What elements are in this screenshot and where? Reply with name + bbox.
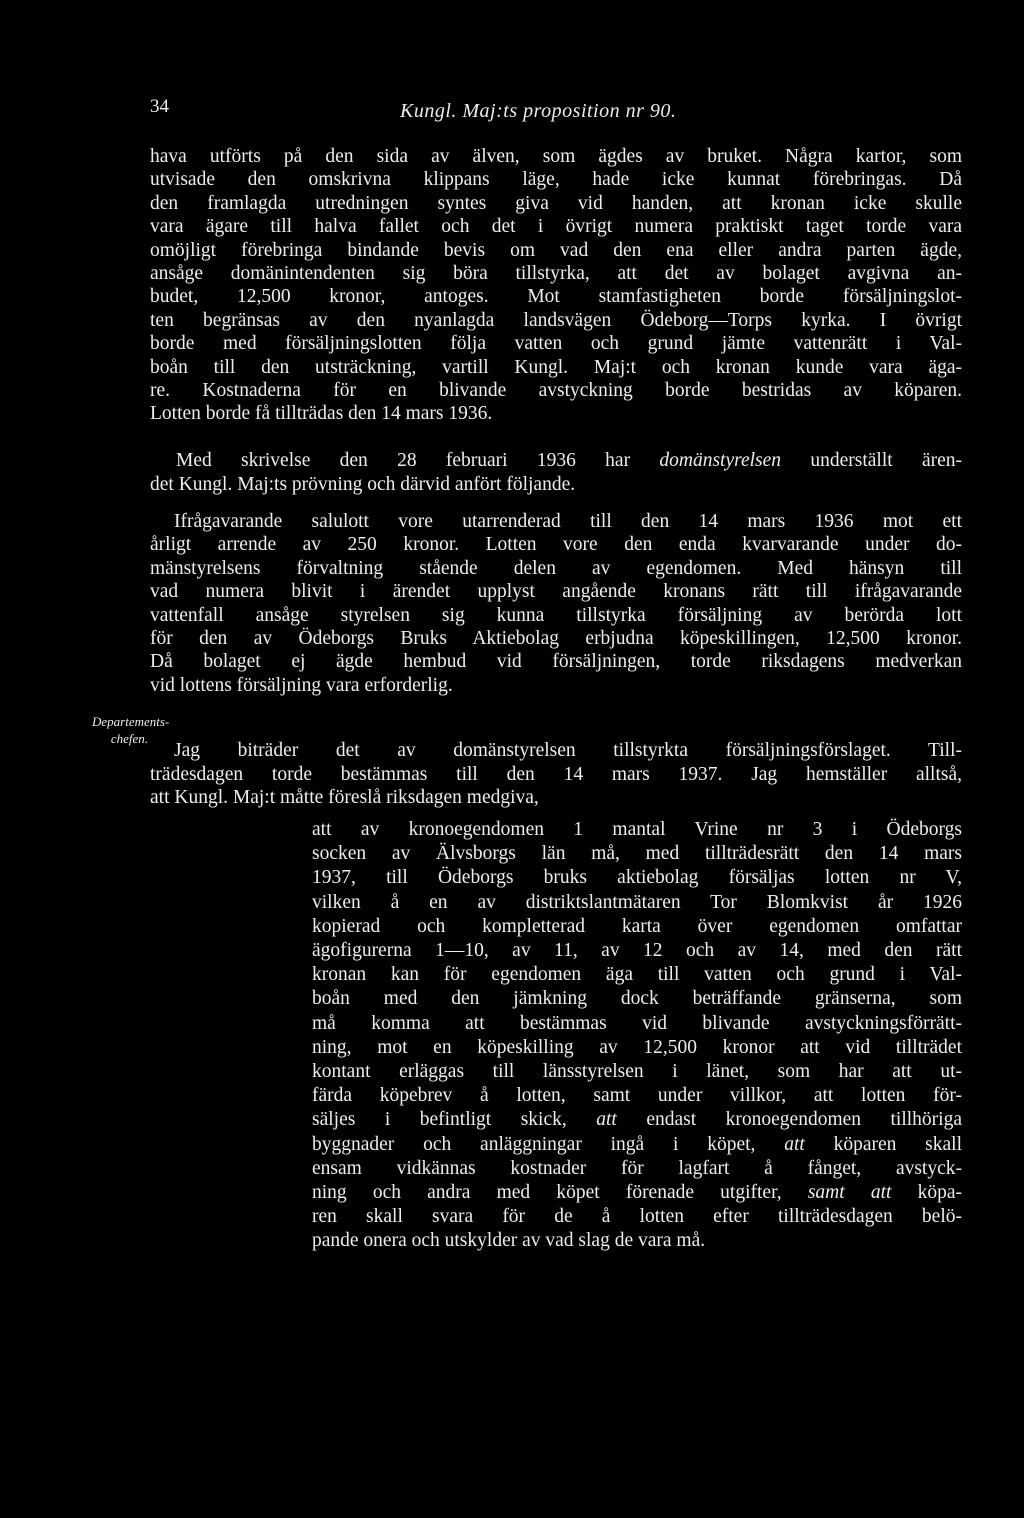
- text-line: ren skall svara för de å lotten efter tillträdesdagen belö-: [312, 1206, 962, 1228]
- text-line: mänstyrelsens förvaltning stående delen av egendomen. Med hänsyn till: [150, 557, 962, 579]
- text-line: boån med den jämkning dock beträffande gränserna, som: [312, 988, 962, 1010]
- text-line: kontant erläggas till länsstyrelsen i länet, som har att ut-: [312, 1061, 962, 1083]
- paragraph-skrivelse: [150, 449, 962, 496]
- text-line: Jag biträder det av domänstyrelsen tillstyrkta försäljningsförslaget. Till-: [174, 740, 962, 761]
- text-line: vid lottens försäljning vara erforderlig.: [150, 674, 453, 696]
- text-line: hava utförts på den sida av älven, som ägdes av bruket. Några kartor, som: [150, 146, 962, 167]
- text-line: ansåge domänintendenten sig böra tillstyrka, att det av bolaget avgivna an-: [150, 263, 962, 285]
- text-line: boån till den utsträckning, vartill Kungl. Maj:t och kronan kunde vara äga-: [150, 356, 962, 378]
- paragraph-salulott: [150, 510, 962, 697]
- text-line: vattenfall ansåge styrelsen sig kunna tillstyrka försäljning av berörda lott: [150, 604, 962, 626]
- page-number: 34: [150, 96, 169, 117]
- text-line: ten begränsas av den nyanlagda landsvägen Ödeborg—Torps kyrka. I övrigt: [150, 309, 962, 331]
- text-line: ning, mot en köpeskilling av 12,500 kronor att vid tillträdet: [312, 1036, 962, 1058]
- text-line: ning och andra med köpet förenade utgifter, samt att köpa-: [312, 1182, 962, 1204]
- text-line: 1937, till Ödeborgs bruks aktiebolag försäljas lotten nr V,: [312, 867, 962, 889]
- text-line: omöjligt förebringa bindande bevis om vad den ena eller andra parten ägde,: [150, 239, 962, 261]
- text-line: borde med försäljningslotten följa vatten och grund jämte vattenrätt i Val-: [150, 333, 962, 355]
- text-line: Då bolaget ej ägde hembud vid försäljningen, torde riksdagens medverkan: [150, 651, 962, 673]
- text-line: att Kungl. Maj:t måtte föreslå riksdagen medgiva,: [150, 787, 539, 808]
- margin-note-departementschefen: Departements- chefen.: [92, 714, 170, 746]
- text-line: byggnader och anläggningar ingå i köpet, att köparen skall: [312, 1133, 962, 1155]
- text-line: utvisade den omskrivna klippans läge, hade icke kunnat förebringas. Då: [150, 169, 962, 191]
- text-line: färda köpebrev å lotten, samt under villkor, att lotten för-: [312, 1085, 962, 1107]
- text-line: budet, 12,500 kronor, antoges. Mot stamfastigheten borde försäljningslot-: [150, 286, 962, 308]
- text-line: trädesdagen torde bestämmas till den 14 mars 1937. Jag hemställer alltså,: [150, 763, 962, 785]
- text-line: Med skrivelse den 28 februari 1936 har domänstyrelsen underställt ären-: [176, 450, 962, 471]
- running-title: Kungl. Maj:ts proposition nr 90.: [400, 100, 677, 122]
- text-line: må komma att bestämmas vid blivande avstyckningsförrätt-: [312, 1012, 962, 1034]
- text-line: Lotten borde få tillträdas den 14 mars 1936.: [150, 403, 493, 425]
- text-line: kronan kan för egendomen äga till vatten och grund i Val-: [312, 964, 962, 986]
- text-line: den framlagda utredningen syntes giva vid handen, att kronan icke skulle: [150, 192, 962, 214]
- text-line: pande onera och utskylder av vad slag de vara må.: [312, 1230, 706, 1252]
- text-line: ägofigurerna 1—10, av 11, av 12 och av 14, med den rätt: [312, 940, 962, 962]
- text-line: ensam vidkännas kostnader för lagfart å fånget, avstyck-: [312, 1157, 962, 1179]
- text-line: vad numera blivit i ärendet upplyst angående kronans rätt till ifrågavarande: [150, 581, 962, 603]
- text-line: socken av Älvsborgs län må, med tillträdesrätt den 14 mars: [312, 843, 962, 865]
- italic-domanstyrelsen: domänstyrelsen: [659, 450, 782, 471]
- text-line: att av kronoegendomen 1 mantal Vrine nr 3 i Ödeborgs: [312, 819, 962, 840]
- text-line: för den av Ödeborgs Bruks Aktiebolag erbjudna köpeskillingen, 12,500 kronor.: [150, 628, 962, 650]
- text-line: vilken å en av distriktslantmätaren Tor Blomkvist år 1926: [312, 891, 962, 913]
- paragraph-departementschefen: [150, 739, 962, 810]
- paragraph-proposal: [312, 818, 962, 1254]
- text-line: årligt arrende av 250 kronor. Lotten vore den enda kvarvarande under do-: [150, 534, 962, 556]
- text-line: det Kungl. Maj:ts prövning och därvid anfört följande.: [150, 473, 576, 495]
- text-line: kopierad och kompletterad karta över egendomen omfattar: [312, 915, 962, 937]
- text-line: Ifrågavarande salulott vore utarrenderad till den 14 mars 1936 mot ett: [174, 511, 962, 532]
- text-line: vara ägare till halva fallet och det i övrigt numera praktiskt taget torde vara: [150, 216, 962, 238]
- text-line: säljes i befintligt skick, att endast kronoegendomen tillhöriga: [312, 1109, 963, 1131]
- text-line: re. Kostnaderna för en blivande avstyckning borde bestridas av köparen.: [150, 380, 962, 402]
- paragraph-domanintendent: [150, 145, 962, 426]
